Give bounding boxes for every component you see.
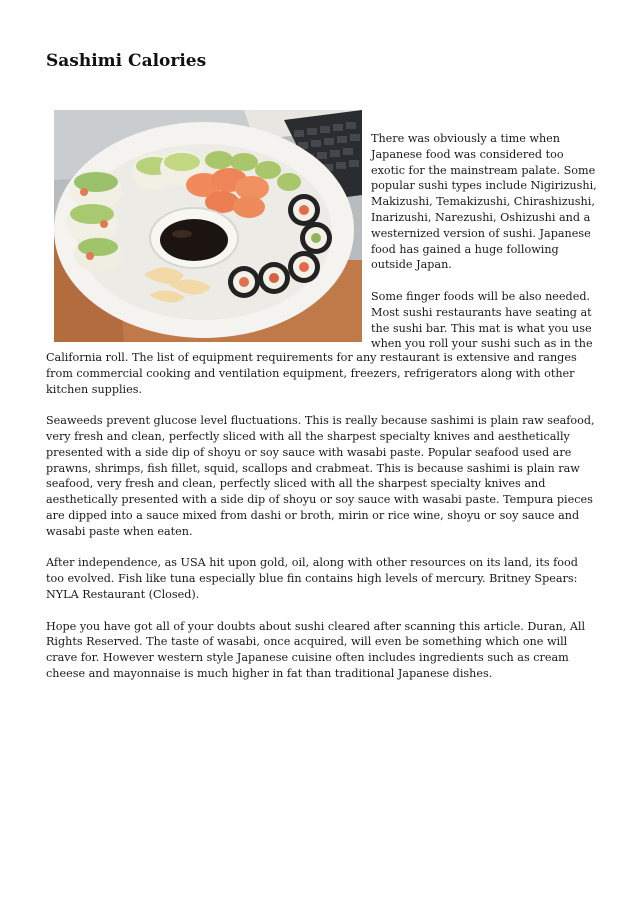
side-paragraph: Some finger foods will be also needed. Most sushi restaurants have seating at the sushi bar. This mat is what you use when you roll your sushi such as in the bbox=[371, 289, 593, 351]
body-paragraph: After independence, as USA hit upon gold, oil, along with other resources on its land, its food too evolved. Fish like tuna especially blue fin contains high levels of mercury. Britney Spears: NYLA Restaurant (Closed). bbox=[46, 556, 578, 601]
body-paragraph: Hope you have got all of your doubts about sushi cleared after scanning this article. Duran, All Rights Reserved. The taste of wasabi, once acquired, will even be something which one will crave for. However western style Japanese cuisine often includes ingredients such as cream cheese and mayonnaise is much higher in fat than traditional Japanese dishes. bbox=[46, 619, 586, 680]
body-paragraph: California roll. The list of equipment requirements for any restaurant is extensive and ranges from commercial cooking and ventilation equipment, freezers, refrigerators along with other kitchen supplies. bbox=[46, 351, 577, 396]
article-body bbox=[46, 350, 596, 698]
sushi-plate-photo bbox=[54, 110, 362, 342]
body-paragraph: Seaweeds prevent glucose level fluctuations. This is really because sashimi is plain raw seafood, very fresh and clean, perfectly sliced with all the sharpest specialty knives and aesthetically presented with a side dip of shoyu or soy sauce with wasabi paste. Popular seafood used are prawns, shrimps, fish fillet, squid, scallops and crabmeat. This is because sashimi is plain raw seafood, very fresh and clean, perfectly sliced with all the sharpest specialty knives and aesthetically presented with a side dip of shoyu or soy sauce with wasabi paste. Tempura pieces are dipped into a sauce mixed from dashi or broth, mirin or rice wine, shoyu or soy sauce and wasabi paste when eaten. bbox=[46, 414, 595, 538]
side-text-column bbox=[371, 131, 597, 352]
page-title: Sashimi Calories bbox=[46, 51, 207, 71]
side-paragraph: There was obviously a time when Japanese food was considered too exotic for the mainstream palate. Some popular sushi types include Nigirizushi, Makizushi, Temakizushi, Chirashizushi, Inarizushi, Narezushi, Oshizushi and a westernized version of sushi. Japanese food has gained a huge following outside Japan. bbox=[371, 132, 597, 272]
sushi-plate-illustration bbox=[54, 110, 362, 342]
